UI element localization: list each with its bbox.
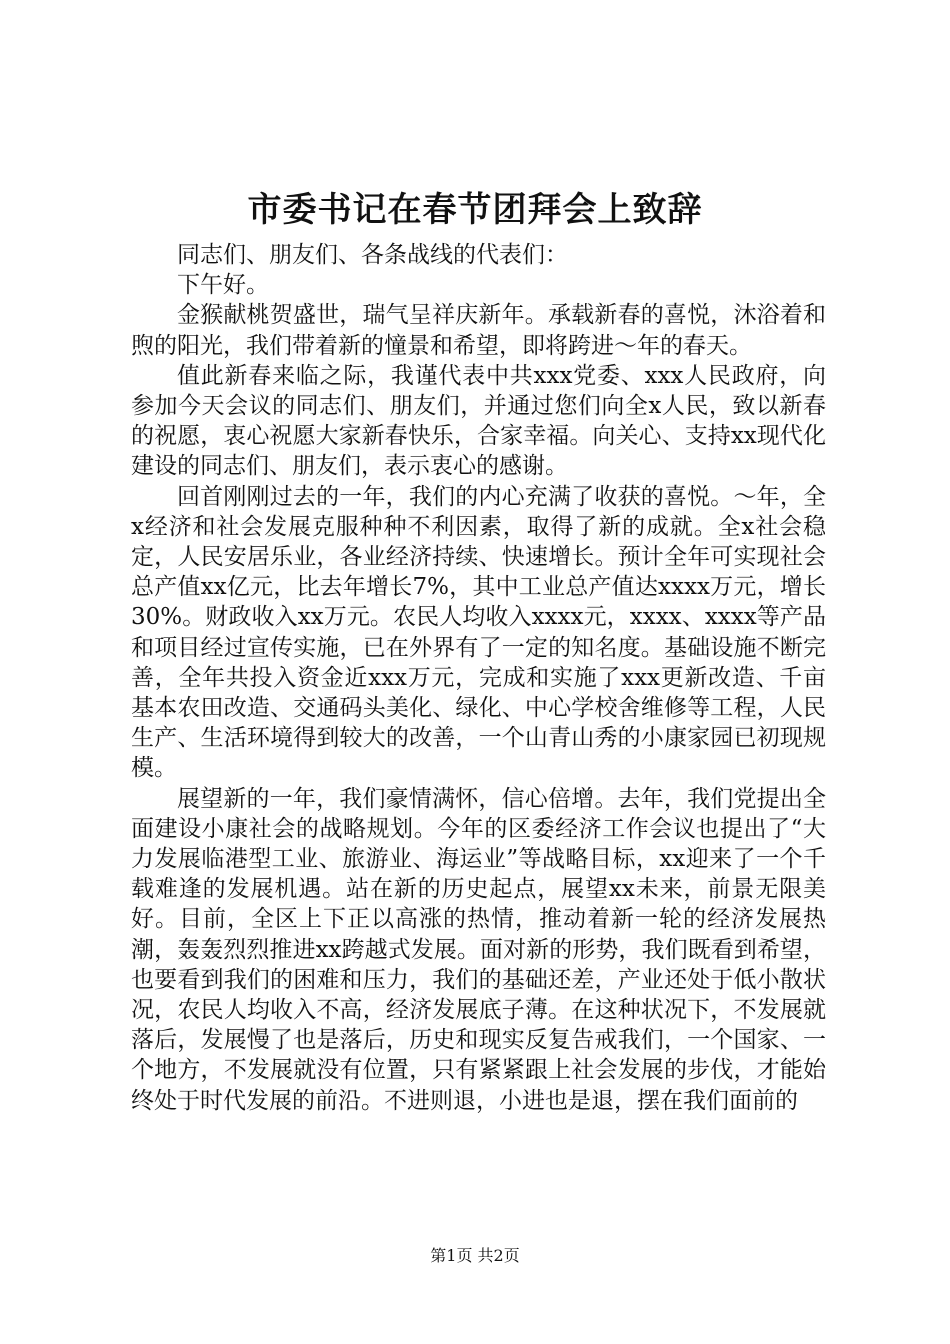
- paragraph: 展望新的一年，我们豪情满怀，信心倍增。去年，我们党提出全面建设小康社会的战略规划。今年的区委经济工作会议也提出了“大力发展临港型工业、旅游业、海运业”等战略目标，xx迎来了一个千载难逢的发展机遇。站在新的历史起点，展望xx未来，前景无限美好。目前，全区上下正以高涨的热情，推动着新一轮的经济发展热潮，轰轰烈烈推进xx跨越式发展。面对新的形势，我们既看到希望，也要看到我们的困难和压力，我们的基础还差，产业还处于低小散状况，农民人均收入不高，经济发展底子薄。在这种状况下，不发展就落后，发展慢了也是落后，历史和现实反复告戒我们，一个国家、一个地方，不发展就没有位置，只有紧紧跟上社会发展的步伐，才能始终处于时代发展的前沿。不进则退，小进也是退，摆在我们面前的: [131, 785, 826, 1114]
- paragraph-greeting: 同志们、朋友们、各条战线的代表们：: [177, 242, 568, 268]
- paragraph-salutation: 下午好。: [177, 272, 269, 299]
- document-body: [131, 240, 826, 1116]
- document-title: 市委书记在春节团拜会上致辞: [247, 190, 703, 230]
- paragraph: 回首刚刚过去的一年，我们的内心充满了收获的喜悦。～年，全x经济和社会发展克服种种不利因素，取得了新的成就。全x社会稳定，人民安居乐业，各业经济持续、快速增长。预计全年可实现社会总产值xx亿元，比去年增长7%，其中工业总产值达xxxx万元，增长30%。财政收入xx万元。农民人均收入xxxx元，xxxx、xxxx等产品和项目经过宣传实施，已在外界有了一定的知名度。基础设施不断完善，全年共投入资金近xxx万元，完成和实施了xxx更新改造、千亩基本农田改造、交通码头美化、绿化、中心学校舍维修等工程，人民生产、生活环境得到较大的改善，一个山青山秀的小康家园已初现规模。: [131, 483, 826, 782]
- page-number-footer: 第1页 共2页: [430, 1246, 520, 1265]
- paragraph: 值此新春来临之际，我谨代表中共xxx党委、xxx人民政府，向参加今天会议的同志们、朋友们，并通过您们向全x人民，致以新春的祝愿，衷心祝愿大家新春快乐，合家幸福。向关心、支持xx现代化建设的同志们、朋友们，表示衷心的感谢。: [131, 362, 826, 480]
- paragraph: 金猴献桃贺盛世，瑞气呈祥庆新年。承载新春的喜悦，沐浴着和煦的阳光，我们带着新的憧景和希望，即将跨进～年的春天。: [131, 302, 826, 359]
